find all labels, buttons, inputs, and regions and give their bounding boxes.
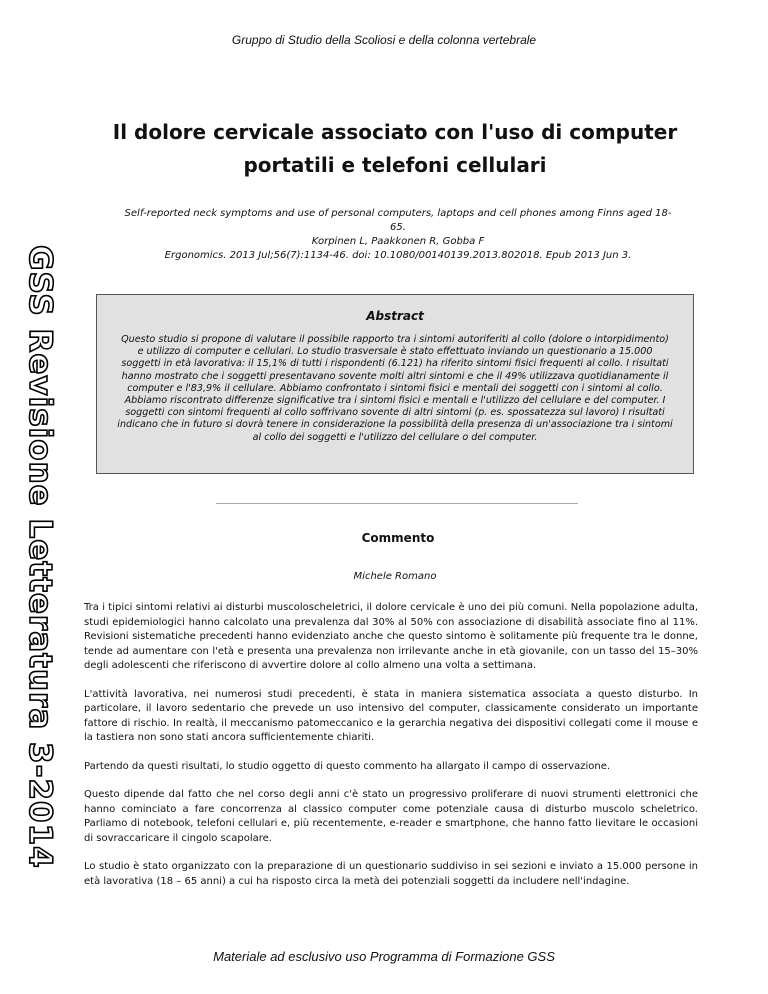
abstract-box xyxy=(96,294,694,474)
comment-heading: Commento xyxy=(361,531,435,545)
side-banner: GSS Revisione Letteratura 3-2014 xyxy=(22,245,58,869)
comment-author: Michele Romano xyxy=(353,571,437,582)
page-header: Gruppo di Studio della Scoliosi e della colonna vertebrale xyxy=(231,33,537,47)
reference-authors: Korpinen L, Paakkonen R, Gobba F xyxy=(311,236,485,247)
body-paragraph: Partendo da questi risultati, lo studio oggetto di questo commento ha allargato il campo di osservazione. xyxy=(84,760,611,772)
comment-body xyxy=(84,601,698,903)
body-paragraph: Lo studio è stato organizzato con la preparazione di un questionario suddiviso in sei sezioni e inviato a 15.000 persone in età lavorativa (18 – 65 anni) a cui ha risposto circa la metà dei potenziali soggetti da includere nell'indagine. xyxy=(84,861,698,887)
reference-citation: Ergonomics. 2013 Jul;56(7):1134-46. doi: 10.1080/00140139.2013.802018. Epub 2013 Jun 3. xyxy=(164,250,632,261)
section-divider xyxy=(216,503,578,504)
article-reference xyxy=(100,207,696,263)
body-paragraph: Questo dipende dal fatto che nel corso degli anni c'è stato un progressivo proliferare di nuovi strumenti elettronici che hanno cominciato a fare concorrenza al classico computer come potenziale causa di disturbo muscolo scheletrico. Parliamo di notebook, telefoni cellulari e, più recentemente, e-reader e smartphone, che hanno fatto lievitare le occasioni di sovraccaricare il cingolo scapolare. xyxy=(84,789,698,844)
page-footer: Materiale ad esclusivo uso Programma di Formazione GSS xyxy=(213,949,555,964)
abstract-text: Questo studio si propone di valutare il possibile rapporto tra i sintomi autoriferiti al collo (dolore o intorpidimento) e utilizzo di computer e cellulari. Lo studio trasversale è stato effettuato inviando un questionario a 15.000 soggetti in età lavorativa: il 15,1% di tutti i rispondenti (6.121) ha riferito sintomi fisici frequenti al collo. I risultati hanno mostrato che i soggetti presentavano sovente molti altri sintomi e che il 49% utilizzava quotidianamente il computer e l'83,9% il cellulare. Abbiamo confrontato i sintomi fisici e mentali dei soggetti con i sintomi al collo. Abbiamo riscontrato differenze significative tra i sintomi fisici e mentali e l'utilizzo del cellulare e del computer. I soggetti con sintomi frequenti al collo soffrivano sovente di altri sintomi (p. es. spossatezza sul lavoro) I risultati indicano che in futuro si dovrà tenere in considerazione la possibilità della presenza di un'associazione tra i sintomi al collo dei soggetti e l'utilizzo del cellulare o del computer. xyxy=(117,334,673,443)
reference-title-line2: 65. xyxy=(390,222,406,233)
abstract-heading: Abstract xyxy=(366,309,424,323)
article-title: Il dolore cervicale associato con l'uso di computer portatili e telefoni cellulari xyxy=(112,120,678,177)
reference-title-line1: Self-reported neck symptoms and use of personal computers, laptops and cell phones among Finns aged 18- xyxy=(124,208,672,219)
body-paragraph: Tra i tipici sintomi relativi ai disturbi muscoloscheletrici, il dolore cervicale è uno dei più comuni. Nella popolazione adulta, studi epidemiologici hanno calcolato una prevalenza dal 30% al 50% con associazione di disabilità associate fino al 11%. Revisioni sistematiche precedenti hanno evidenziato anche che questo sintomo è solitamente più frequente tra le donne, tende ad aumentare con l'età e presenta una prevalenza non irrilevante anche in età giovanile, con un tasso del 15–30% degli adolescenti che riferiscono di avvertire dolore al collo almeno una volta a settimana. xyxy=(84,602,698,671)
body-paragraph: L'attività lavorativa, nei numerosi studi precedenti, è stata in maniera sistematica associata a questo disturbo. In particolare, il lavoro sedentario che prevede un uso intensivo del computer, classicamente considerato un importante fattore di rischio. In realtà, il meccanismo patomeccanico e la gerarchia negativa dei dispositivi collegati come il mouse e la tastiera non sono stati ancora sufficientemente chiariti. xyxy=(84,688,698,743)
